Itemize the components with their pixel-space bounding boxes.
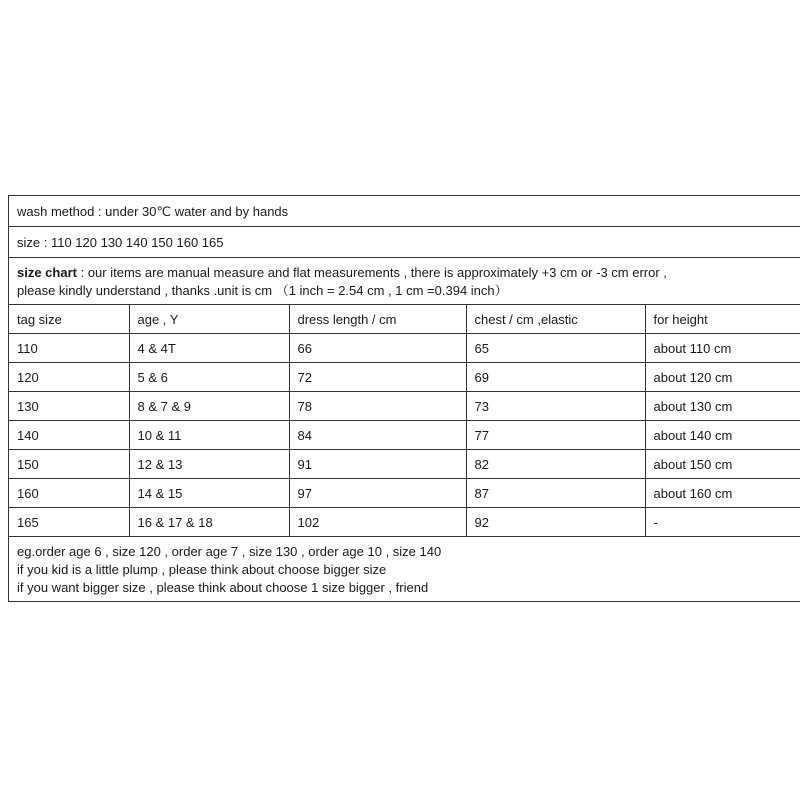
cell-for-height: about 130 cm	[645, 392, 800, 421]
size-chart-label: size chart	[17, 265, 77, 280]
cell-chest: 69	[466, 363, 645, 392]
cell-age: 10 & 11	[129, 421, 289, 450]
cell-tag-size: 140	[9, 421, 129, 450]
header-dress-length: dress length / cm	[289, 305, 466, 334]
table-row	[9, 392, 800, 421]
cell-chest: 77	[466, 421, 645, 450]
table-header-row	[9, 305, 800, 334]
cell-age: 14 & 15	[129, 479, 289, 508]
cell-tag-size: 120	[9, 363, 129, 392]
cell-dress-length: 72	[289, 363, 466, 392]
table-row	[9, 421, 800, 450]
size-chart-note-row	[9, 258, 800, 305]
cell-age: 12 & 13	[129, 450, 289, 479]
cell-for-height: about 150 cm	[645, 450, 800, 479]
cell-tag-size: 150	[9, 450, 129, 479]
cell-chest: 92	[466, 508, 645, 537]
table-row	[9, 508, 800, 537]
cell-dress-length: 97	[289, 479, 466, 508]
size-chart-note: : our items are manual measure and flat measurements , there is approximately +3 cm or -3 cm error ,	[76, 265, 667, 280]
cell-chest: 82	[466, 450, 645, 479]
cell-tag-size: 160	[9, 479, 129, 508]
cell-for-height: about 110 cm	[645, 334, 800, 363]
cell-dress-length: 78	[289, 392, 466, 421]
cell-for-height: about 120 cm	[645, 363, 800, 392]
table-row	[9, 450, 800, 479]
cell-dress-length: 66	[289, 334, 466, 363]
size-info-sheet	[8, 195, 800, 602]
size-chart-note-line-2: please kindly understand , thanks .unit is cm （1 inch = 2.54 cm , 1 cm =0.394 inch）	[17, 283, 508, 298]
cell-age: 8 & 7 & 9	[129, 392, 289, 421]
order-note-bigger: if you want bigger size , please think about choose 1 size bigger , friend	[17, 580, 429, 595]
cell-age: 5 & 6	[129, 363, 289, 392]
cell-chest: 87	[466, 479, 645, 508]
size-table	[9, 305, 800, 537]
cell-for-height: about 160 cm	[645, 479, 800, 508]
order-note-example: eg.order age 6 , size 120 , order age 7 , size 130 , order age 10 , size 140	[17, 544, 442, 559]
cell-for-height: about 140 cm	[645, 421, 800, 450]
cell-tag-size: 110	[9, 334, 129, 363]
size-chart-note-line-1	[17, 264, 800, 282]
cell-tag-size: 130	[9, 392, 129, 421]
cell-chest: 65	[466, 334, 645, 363]
size-list-row	[9, 227, 800, 258]
table-row	[9, 363, 800, 392]
cell-for-height: -	[645, 508, 800, 537]
order-note-plump: if you kid is a little plump , please think about choose bigger size	[17, 562, 387, 577]
header-tag-size: tag size	[9, 305, 129, 334]
order-notes-row	[9, 537, 800, 602]
wash-method-text: wash method : under 30℃ water and by hands	[17, 204, 289, 219]
size-list-text: size : 110 120 130 140 150 160 165	[17, 235, 224, 250]
cell-dress-length: 102	[289, 508, 466, 537]
cell-age: 16 & 17 & 18	[129, 508, 289, 537]
cell-chest: 73	[466, 392, 645, 421]
header-age: age , Y	[129, 305, 289, 334]
header-for-height: for height	[645, 305, 800, 334]
cell-dress-length: 84	[289, 421, 466, 450]
table-row	[9, 334, 800, 363]
cell-age: 4 & 4T	[129, 334, 289, 363]
cell-tag-size: 165	[9, 508, 129, 537]
header-chest: chest / cm ,elastic	[466, 305, 645, 334]
table-row	[9, 479, 800, 508]
wash-method-row	[9, 196, 800, 227]
cell-dress-length: 91	[289, 450, 466, 479]
